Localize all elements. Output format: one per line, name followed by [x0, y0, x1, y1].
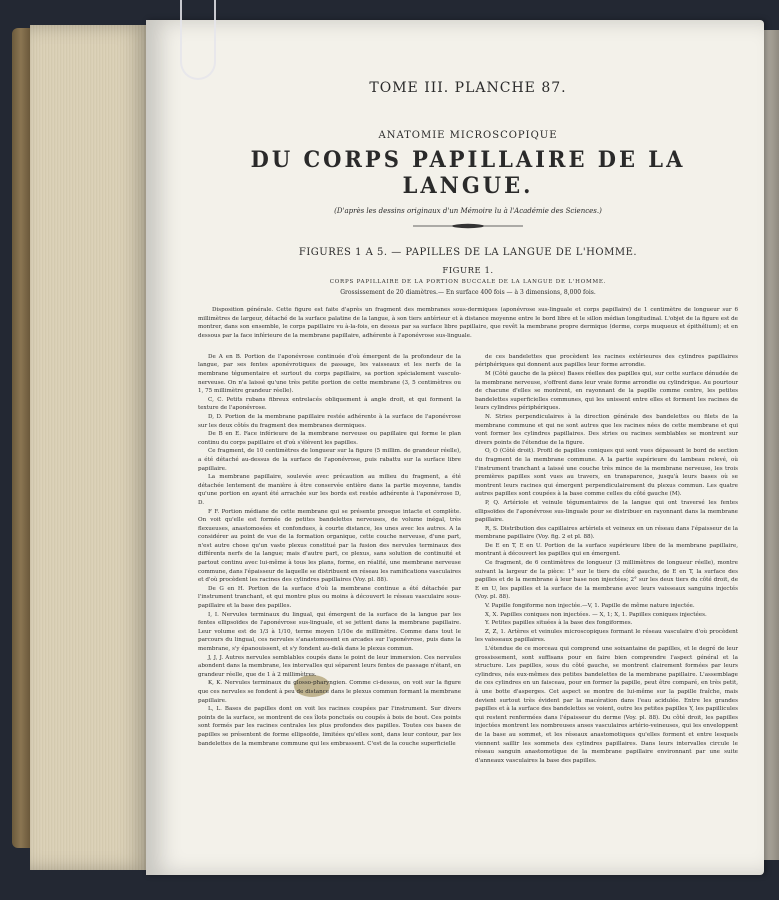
column-paragraph: V. Papille fongiforme non injectée.—V, 1. Papille de même nature injectée. — [485, 603, 695, 610]
main-title: DU CORPS PAPILLAIRE DE LA LANGUE. — [250, 145, 686, 199]
column-paragraph: X, X. Papilles coniques non injectées. — X, 1; X, 1. Papilles coniques injectées. — [485, 611, 707, 618]
right-page-edges — [762, 30, 779, 860]
column-paragraph: De E en T, E en U. Portion de la surface supérieure libre de la membrane papillaire, montrant à découvert les papilles qui en émergent. — [475, 542, 738, 558]
ornament-rule — [413, 223, 523, 229]
column-paragraph: I, I. Nervules terminaux du lingual, qui émergent de la surface de la langue par les fentes ellipsoïdes de l'aponévrose sus-linguale, et se jettent dans la membrane papillaire. Leur volume est de 1/3 à 1/10, terme moyen 1/10e de millimètre. Comme dans tout le parcours du lingual, ces nervules s'anastomosent en arcades sur l'aponévrose, puis dans la membrane, s'y épanouissent, et s'y fondent au-delà dans le plexus commun. — [198, 611, 461, 652]
column-paragraph: M (Côté gauche de la pièce) Bases réelles des papilles qui, sur cette surface dénudée de la membrane nerveuse, s'offrent dans leur vraie forme arrondie ou cylindrique. Au pourtour de chacune d'elles se montrent, en rayonnant de la papille comme centre, les petites bandelettes superficielles communes, qui les unissent entre elles et forment les racines de leurs cylindres périphériques. — [475, 371, 738, 412]
column-paragraph: O, O (Côté droit). Profil de papilles coniques qui sont vues dépassant le bord de section du fragment de la membrane commune. A la partie supérieure du lambeau relevé, où l'instrument tranchant a laissé une couche très mince de la membrane nerveuse, les trois premières papilles sont vues au travers, en transparence, jusqu'à leurs bases où se montrent leurs racines qui émergent perpendiculairement du plexus commun. Les quatre autres papilles sont coupées à la base comme celles du côté gauche (M). — [475, 448, 738, 498]
column-paragraph: C, C. Petits rubans fibreux entrelacés obliquement à angle droit, et qui forment la texture de l'aponévrose. — [198, 396, 461, 412]
figure-subtitle: CORPS PAPILLAIRE DE LA PORTION BUCCALE DE LA LANGUE DE L'HOMME. — [329, 279, 607, 285]
intro-paragraph: Disposition générale. Cette figure est faite d'après un fragment des membranes sous-dermiques (aponévrose sus-linguale et corps papillaire) de 1 centimètre de longueur sur 6 millimètres de largeur, détaché de la surface palatine de la langue, à son tiers antérieur et à distance moyenne entre le bord libre et le sillon médian longitudinal. L'objet de la figure est de montrer, dans son ensemble, le corps papillaire vu à-la-fois, en dessus par sa surface libre papillaire, que revêt la membrane propre dermique (derme, corps muqueux et épithélium); et en dessous par la face inférieure de la membrane papillaire, adhérente à l'aponévrose sus-linguale. — [198, 307, 738, 340]
column-paragraph: Ce fragment, de 6 centimètres de longueur (3 millimètres de longueur réelle), montre suivant la largeur de la pièce: 1° sur le tiers du côté gauche, de E en T, la surface des papilles et de la membrane à leur base non injectées; 2° sur les deux tiers du côté droit, de E en U, les papilles et la surface de la membrane avec leurs vaisseaux sanguins injectés (Voy. pl. 88). — [475, 560, 738, 601]
column-paragraph: De A en B. Portion de l'aponévrose continuée d'où émergent de la profondeur de la langue, par ses fentes aponévrotiques de passage, les vaisseaux et les nerfs de la membrane tégumentaire et surtout du corps papillaire, sa portion spécialement vasculo-nerveuse. On n'a laissé qu'une très petite portion de cette membrane (3, 5 centimètres ou 1, 75 millimètre grandeur réelle). — [198, 353, 461, 395]
column-paragraph: De G en H. Portion de la surface d'où la membrane continue a été détachée par l'instrument tranchant, et qui montre plus ou moins à découvert le réseau vasculaire sous-papillaire et la base des papilles. — [198, 585, 461, 610]
book-page — [146, 20, 764, 875]
column-paragraph: J, J, J. Autres nervules semblables coupés dans le point de leur immersion. Ces nervules abondent dans la membrane, les intervalles qui séparent leurs fentes de passage n'étant, en grandeur réelle, que de 1 à 2 millimètres. — [198, 654, 461, 678]
source-note: (D'après les dessins originaux d'un Mémoire lu à l'Académie des Sciences.) — [334, 207, 602, 215]
column-paragraph: Ce fragment, de 10 centimètres de longueur sur la figure (5 millim. de grandeur réelle), a été détaché au-dessus de la surface de l'aponévrose, puis rabattu sur la surface libre papillaire. — [198, 448, 461, 472]
figure-label: FIGURE 1. — [442, 266, 494, 276]
right-column — [475, 353, 738, 766]
page-content — [198, 80, 738, 765]
subtitle: ANATOMIE MICROSCOPIQUE — [378, 130, 558, 141]
figure-magnification: Grossissement de 20 diamètres.— En surface 400 fois — à 3 dimensions, 8,000 fois. — [340, 289, 596, 296]
column-paragraph: La membrane papillaire, soulevée avec précaution au milieu du fragment, a été détachée lentement de manière à être conservée entière dans la partie moyenne, tandis qu'une portion en ayant été arrachée sur les bords est restée adhérente à l'aponévrose D, D. — [198, 474, 461, 506]
left-column — [198, 353, 461, 766]
column-paragraph: L, L. Bases de papilles dont on voit les racines coupées par l'instrument. Sur divers points de la surface, se montrent de ces îlots ponctués ou coupés à bois de bout. Ces points sont formés par les racines centrales les plus profondes des papilles. Toutes ces bases de papilles se présentent de forme ellipsoïde, limitées qu'elles sont, dans leur contour, par les bandelettes de la membrane commune qui les embrassent. C'est de la couche superficielle — [198, 706, 461, 747]
page-block-edges — [30, 25, 148, 870]
column-paragraph: De B en E. Face inférieure de la membrane nerveuse ou papillaire qui forme le plan continu du corps papillaire et d'où s'élèvent les papilles. — [198, 431, 461, 446]
column-paragraph: F F. Portion médiane de cette membrane qui se présente presque intacte et complète. On voit qu'elle est formée de petites bandelettes nerveuses, de volume inégal, très flexueuses, anastomosées et confondues, à courte distance, les unes avec les autres. A la considérer au point de vue de la formation organique, cette couche nerveuse, d'une part, n'est autre chose qu'un vaste plexus constitué par la fusion des nervules terminaux des différents nerfs de la langue; mais d'autre part, ce plexus, sans solution de continuité et partout continu avec lui-même à tous les plans, forme, en réalité, une membrane nerveuse commune, dans l'épaisseur de laquelle se distribuent en réseau les ramifications vasculaires et d'où procèdent les racines des cylindres papillaires (Voy. pl. 88). — [198, 508, 461, 584]
column-paragraph: N. Stries perpendiculaires à la direction générale des bandelettes ou filets de la membrane commune et qui ne sont autres que les racines nées de cette membrane et qui vont former les cylindres papillaires. Des stries ou racines semblables se montrent sur divers points de l'étendue de la figure. — [475, 413, 738, 446]
column-paragraph: de ces bandelettes que procèdent les racines extérieures des cylindres papillaires périphériques qui donnent aux papilles leur forme arrondie. — [475, 353, 738, 369]
two-column-text — [198, 353, 738, 766]
column-paragraph: Z, Z, 1. Artères et veinules microscopiques formant le réseau vasculaire d'où procèdent les vaisseaux papillaires. — [475, 628, 738, 644]
column-paragraph: Y. Petites papilles situées à la base des fongiformes. — [485, 620, 633, 627]
tome-heading: TOME III. PLANCHE 87. — [369, 80, 567, 96]
section-heading: FIGURES 1 A 5. — PAPILLES DE LA LANGUE DE L'HOMME. — [298, 247, 638, 258]
column-paragraph: L'étendue de ce morceau qui comprend une soixantaine de papilles, et le degré de leur grossissement, sont suffisans pour en faire bien comprendre l'aspect général et la structure. Les papilles, sous du côté gauche, se montrent clairement formées par leurs cylindres, nés eux-mêmes des petites bandelettes de la membrane papillaire. L'assemblage de ces cylindres en un faisceau, pour en former la papille, peut être comparé, en très petit, à une botte d'asperges. Cet aspect se montre de lui-même sur la papille fraîche, mais devient surtout très évident par la macération dans l'eau acidulée. Entre les grandes papilles et à la surface des bandelettes se voient, outre les petites papilles Y, les papillicules qui restent renfermées dans l'épaisseur du derme (Voy. pl. 88). Du côté droit, les papilles injectées montrent les nombreuses anses vasculaires artério-veineuses, qui les enveloppent de la base au sommet, et les réseaux anastomotiques qu'elles forment et entre lesquels viennent saillir les sommets des cylindres papillaires. Dans leurs intervalles circule le réseau sanguin anastomotique de la membrane papillaire environnant par une suite d'anneaux vasculaires la base des papilles. — [475, 646, 738, 764]
column-paragraph: D, D. Portion de la membrane papillaire restée adhérente à la surface de l'aponévrose sur les deux côtés du fragment des membranes dermiques. — [198, 413, 461, 429]
column-paragraph: K, K. Nervules terminaux du glosso-pharyngien. Comme ci-dessus, on voit sur la figure que ces nervules se fondent à peu de distance dans le plexus commun formant la membrane papillaire. — [198, 680, 461, 704]
column-paragraph: R, S. Distribution des capillaires artériels et veineux en un réseau dans l'épaisseur de la membrane papillaire (Voy. fig. 2 et pl. 88). — [475, 525, 738, 541]
bookmark-clip — [180, 0, 216, 80]
column-paragraph: P, Q. Artériole et veinule tégumentaires de la langue qui ont traversé les fentes ellipsoïdes de l'aponévrose sus-linguale pour se distribuer en rayonnant dans la membrane papillaire. — [475, 499, 738, 524]
